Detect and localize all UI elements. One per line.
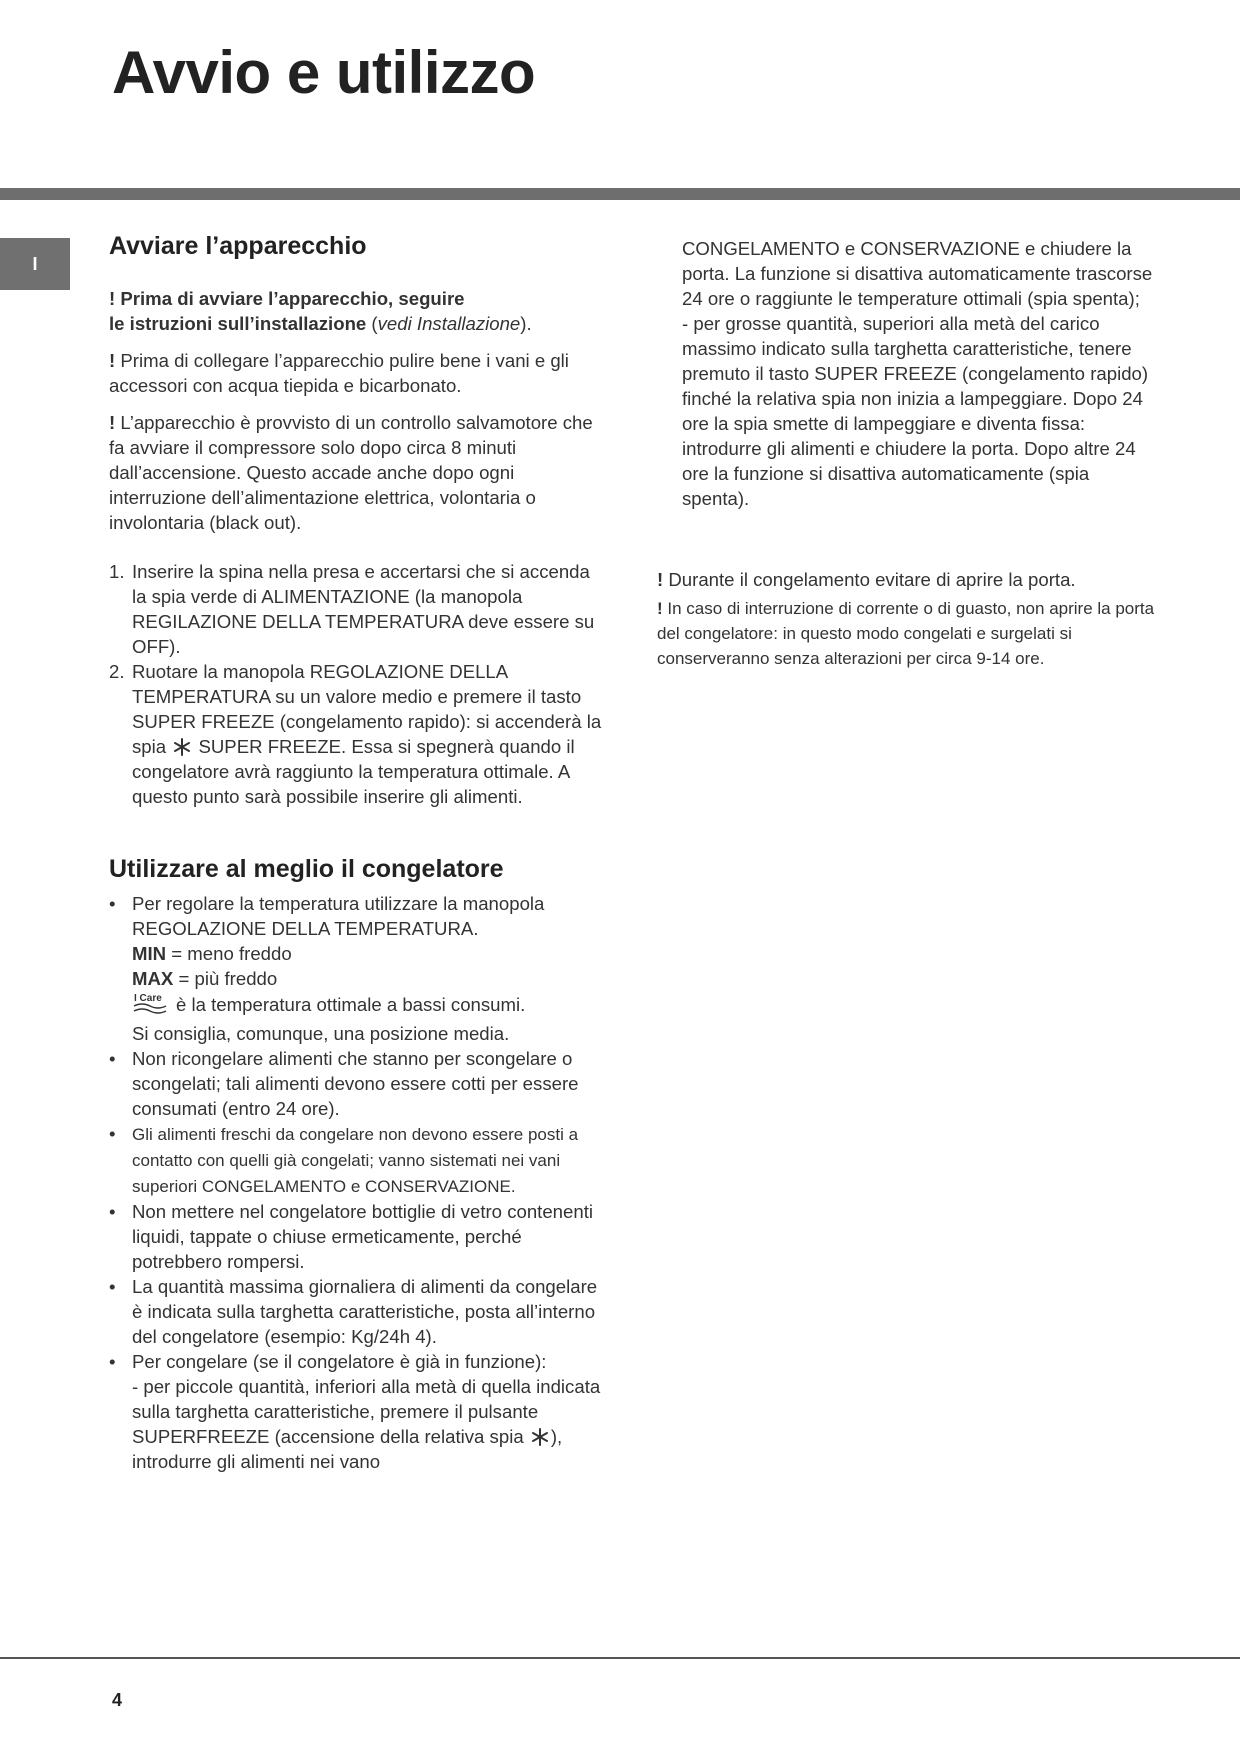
warning-installation: ! Prima di avviare l’apparecchio, seguire le istruzioni sull’installazione (vedi Installazione).	[109, 288, 532, 334]
page-number: 4	[112, 1690, 123, 1710]
startup-steps	[109, 559, 609, 809]
step-item: 1. Inserire la spina nella presa e accertarsi che si accenda la spia verde di ALIMENTAZIONE (la manopola REGILAZIONE DELLA TEMPERATURA deve essere su OFF).	[109, 561, 595, 657]
svg-text:I Care: I Care	[134, 993, 162, 1004]
list-item: • Gli alimenti freschi da congelare non devono essere posti a contatto con quelli già congelati; vanno sistemati nei vani superiori CONGELAMENTO e CONSERVAZIONE.	[109, 1123, 579, 1196]
installation-reference: vedi Installazione	[377, 313, 521, 334]
left-column	[109, 230, 609, 1474]
section-heading-start: Avviare l’apparecchio	[109, 232, 367, 260]
page-title: Avvio e utilizzo	[112, 39, 536, 106]
list-item: • Non ricongelare alimenti che stanno per scongelare o scongelati; tali alimenti devono essere cotti per essere consumati (entro 24 ore).	[109, 1048, 579, 1119]
warning-mark: !	[109, 412, 116, 433]
freezer-tips-list	[109, 891, 609, 1474]
language-tab: I	[0, 238, 70, 290]
warning-mark: !	[657, 569, 664, 590]
snowflake-icon	[173, 738, 191, 756]
right-column	[657, 236, 1157, 671]
warning-cleaning: ! Prima di collegare l’apparecchio pulire bene i vani e gli accessori con acqua tiepida e bicarbonato.	[109, 350, 569, 396]
section-heading-freezer: Utilizzare al meglio il congelatore	[109, 855, 504, 883]
warning-door: ! Durante il congelamento evitare di aprire la porta.	[657, 569, 1076, 590]
footer-divider	[0, 1657, 1240, 1659]
header-divider-bar	[0, 188, 1240, 200]
list-item: • Non mettere nel congelatore bottiglie di vetro contenenti liquidi, tappate o chiuse ermeticamente, perché potrebbero rompersi.	[109, 1201, 593, 1272]
min-label: MIN	[132, 943, 167, 964]
icare-icon	[132, 991, 172, 1021]
list-item: • Per regolare la temperatura utilizzare la manopola REGOLAZIONE DELLA TEMPERATURA. MIN = meno freddo MAX = più freddo I Care è la temperatura ottimale a bassi consumi. Si consiglia, comunque, una posizione media.	[109, 893, 545, 1044]
snowflake-icon	[531, 1428, 549, 1446]
list-item: • Per congelare (se il congelatore è già in funzione): - per piccole quantità, inferiori alla metà di quella indicata sulla targhetta caratteristiche, premere il pulsante SUPERFREEZE (accensione della relativa spia ), introdurre gli alimenti nei vano	[109, 1351, 601, 1472]
warning-mark: !	[109, 288, 116, 309]
max-label: MAX	[132, 968, 174, 989]
warning-mark: !	[109, 350, 116, 371]
warning-mark: !	[657, 599, 663, 618]
list-item: • La quantità massima giornaliera di alimenti da congelare è indicata sulla targhetta caratteristiche, posta all’interno del congelatore (esempio: Kg/24h 4).	[109, 1276, 598, 1347]
warning-power-failure: ! In caso di interruzione di corrente o di guasto, non aprire la porta del congelatore: in questo modo congelati e surgelati si conserveranno senza alterazioni per circa 9-14 ore.	[657, 599, 1155, 668]
step-item: 2. Ruotare la manopola REGOLAZIONE DELLA TEMPERATURA su un valore medio e premere il tasto SUPER FREEZE (congelamento rapido): si accenderà la spia SUPER FREEZE. Essa si spegnerà quando il congelatore avrà raggiunto la temperatura ottimale. A questo punto sarà possibile inserire gli alimenti.	[109, 661, 602, 807]
continued-text: CONGELAMENTO e CONSERVAZIONE e chiudere la porta. La funzione si disattiva automaticamente trascorse 24 ore o raggiunte le temperature ottimali (spia spenta); - per grosse quantità, superiori alla metà del carico massimo indicato sulla targhetta caratteristiche, tenere premuto il tasto SUPER FREEZE (congelamento rapido) finché la relativa spia non inizia a lampeggiare. Dopo 24 ore la spia smette di lampeggiare e diventa fissa: introdurre gli alimenti e chiudere la porta. Dopo altre 24 ore la funzione si disattiva automaticamente (spia spenta).	[682, 238, 1153, 509]
warning-compressor: ! L’apparecchio è provvisto di un controllo salvamotore che fa avviare il compressore solo dopo circa 8 minuti dall’accensione. Questo accade anche dopo ogni interruzione dell’alimentazione elettrica, volontaria o involontaria (black out).	[109, 412, 593, 533]
